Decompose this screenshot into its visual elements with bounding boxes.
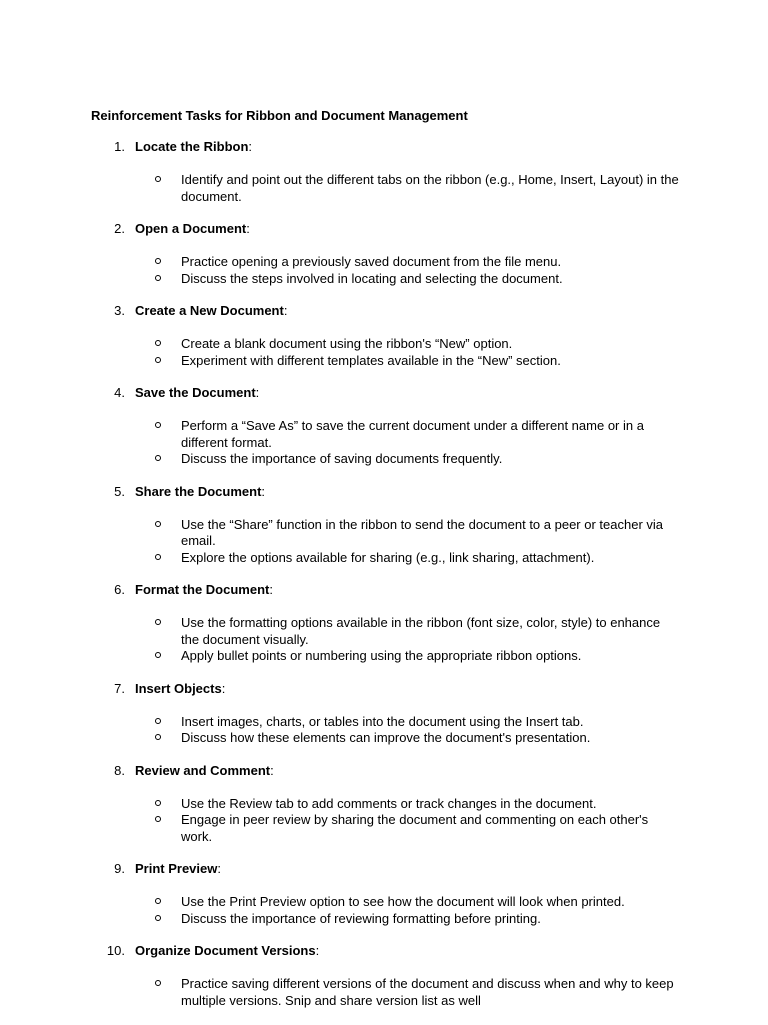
task-heading-colon: :	[283, 303, 288, 318]
hollow-circle-bullet-icon	[155, 176, 161, 182]
task-header	[0, 221, 768, 237]
subitem	[0, 911, 768, 928]
subitem	[0, 550, 768, 567]
task-heading-colon: :	[261, 483, 266, 499]
task-heading-colon: :	[248, 139, 253, 154]
task-header	[0, 861, 768, 877]
subitem	[0, 894, 768, 911]
subitem-list	[0, 714, 768, 747]
task-heading	[135, 221, 250, 237]
subitem-text: Practice opening a previously saved document from the file menu.	[181, 254, 562, 269]
subitem-text: Practice saving different versions of the document and discuss when and why to keep multiple versions. Snip and share version list as well	[181, 976, 674, 1008]
document-title: Reinforcement Tasks for Ribbon and Document Management	[91, 108, 468, 123]
subitem-list	[0, 254, 768, 287]
task-heading	[135, 582, 273, 598]
task-header	[0, 582, 768, 598]
hollow-circle-bullet-icon	[155, 619, 161, 625]
subitem-text: Use the “Share” function in the ribbon to send the document to a peer or teacher via email.	[181, 516, 664, 548]
subitem-text: Experiment with different templates available in the “New” section.	[181, 352, 561, 368]
task-item	[0, 763, 768, 846]
hollow-circle-bullet-icon	[155, 898, 161, 904]
hollow-circle-bullet-icon	[155, 915, 161, 921]
hollow-circle-bullet-icon	[155, 521, 161, 527]
subitem-text: Discuss the importance of saving documents frequently.	[181, 451, 503, 466]
task-item	[0, 861, 768, 927]
subitem	[0, 353, 768, 370]
task-header	[0, 303, 768, 319]
task-header	[0, 484, 768, 500]
subitem	[0, 336, 768, 353]
task-heading-colon: :	[221, 680, 226, 696]
subitem	[0, 418, 768, 451]
subitem-list	[0, 894, 768, 927]
task-number: 9.	[114, 861, 125, 876]
subitem-text: Discuss the steps involved in locating and selecting the document.	[181, 270, 563, 286]
task-header	[0, 385, 768, 401]
task-heading-label: Review and Comment	[135, 762, 271, 778]
subitem-text: Engage in peer review by sharing the document and commenting on each other's work.	[181, 812, 649, 844]
hollow-circle-bullet-icon	[155, 455, 161, 461]
task-heading-label: Save the Document	[135, 385, 256, 400]
hollow-circle-bullet-icon	[155, 718, 161, 724]
subitem-list	[0, 336, 768, 369]
task-number: 7.	[114, 680, 125, 696]
task-heading	[135, 681, 225, 697]
hollow-circle-bullet-icon	[155, 422, 161, 428]
hollow-circle-bullet-icon	[155, 554, 161, 560]
subitem	[0, 648, 768, 665]
task-header	[0, 943, 768, 959]
task-number: 1.	[114, 139, 125, 154]
task-item	[0, 385, 768, 468]
subitem-text: Use the formatting options available in the ribbon (font size, color, style) to enhance the document visually.	[181, 615, 661, 647]
task-list	[0, 139, 768, 1025]
task-number: 6.	[114, 582, 125, 597]
task-heading-colon: :	[255, 385, 260, 400]
subitem-text: Identify and point out the different tabs on the ribbon (e.g., Home, Insert, Layout) in the document.	[181, 172, 679, 204]
subitem-text: Explore the options available for sharing (e.g., link sharing, attachment).	[181, 549, 595, 565]
hollow-circle-bullet-icon	[155, 275, 161, 281]
subitem	[0, 730, 768, 747]
subitem-list	[0, 796, 768, 846]
subitem	[0, 796, 768, 813]
subitem	[0, 271, 768, 288]
hollow-circle-bullet-icon	[155, 357, 161, 363]
subitem-text: Use the Print Preview option to see how the document will look when printed.	[181, 894, 625, 909]
hollow-circle-bullet-icon	[155, 980, 161, 986]
subitem	[0, 976, 768, 1009]
task-heading-colon: :	[217, 861, 221, 876]
task-item	[0, 681, 768, 747]
task-item	[0, 221, 768, 287]
task-heading-colon: :	[246, 221, 250, 236]
task-number: 4.	[114, 385, 125, 400]
subitem	[0, 812, 768, 845]
subitem-text: Discuss how these elements can improve the document's presentation.	[181, 730, 591, 745]
subitem	[0, 451, 768, 468]
subitem-list	[0, 615, 768, 665]
subitem-text: Apply bullet points or numbering using the appropriate ribbon options.	[181, 648, 582, 663]
task-heading-label: Locate the Ribbon	[135, 139, 249, 154]
hollow-circle-bullet-icon	[155, 816, 161, 822]
task-number: 3.	[114, 303, 125, 318]
task-header	[0, 763, 768, 779]
task-heading-label: Format the Document	[135, 582, 270, 597]
subitem	[0, 172, 768, 205]
subitem-list	[0, 976, 768, 1009]
hollow-circle-bullet-icon	[155, 340, 161, 346]
task-number: 10.	[106, 943, 125, 958]
task-header	[0, 681, 768, 697]
subitem	[0, 714, 768, 731]
task-header	[0, 139, 768, 155]
task-heading	[135, 303, 287, 319]
hollow-circle-bullet-icon	[155, 734, 161, 740]
task-heading-colon: :	[269, 582, 273, 597]
task-heading-label: Share the Document	[135, 483, 262, 499]
subitem	[0, 517, 768, 550]
hollow-circle-bullet-icon	[155, 652, 161, 658]
task-number: 5.	[114, 483, 125, 499]
subitem-list	[0, 418, 768, 468]
subitem-text: Discuss the importance of reviewing formatting before printing.	[181, 910, 541, 926]
subitem-list	[0, 517, 768, 567]
task-number: 8.	[114, 762, 125, 778]
task-heading	[135, 139, 252, 155]
task-heading	[135, 763, 274, 779]
task-heading	[135, 385, 259, 401]
subitem-text: Use the Review tab to add comments or track changes in the document.	[181, 795, 597, 811]
hollow-circle-bullet-icon	[155, 800, 161, 806]
task-heading-label: Print Preview	[135, 861, 218, 876]
task-heading-label: Organize Document Versions	[135, 943, 316, 958]
task-item	[0, 582, 768, 665]
task-heading	[135, 484, 265, 500]
task-heading-label: Create a New Document	[135, 303, 284, 318]
task-item	[0, 943, 768, 1009]
task-heading-colon: :	[315, 943, 320, 958]
task-item	[0, 303, 768, 369]
task-heading-label: Open a Document	[135, 221, 247, 236]
subitem-text: Perform a “Save As” to save the current document under a different name or in a different format.	[181, 418, 644, 450]
subitem	[0, 254, 768, 271]
task-item	[0, 139, 768, 205]
subitem-text: Insert images, charts, or tables into the document using the Insert tab.	[181, 713, 584, 729]
task-number: 2.	[114, 221, 125, 236]
task-heading	[135, 861, 221, 877]
task-heading-label: Insert Objects	[135, 680, 222, 696]
task-heading	[135, 943, 319, 959]
subitem-list	[0, 172, 768, 205]
subitem-text: Create a blank document using the ribbon's “New” option.	[181, 336, 513, 351]
task-item	[0, 484, 768, 567]
hollow-circle-bullet-icon	[155, 258, 161, 264]
subitem	[0, 615, 768, 648]
task-heading-colon: :	[270, 762, 274, 778]
